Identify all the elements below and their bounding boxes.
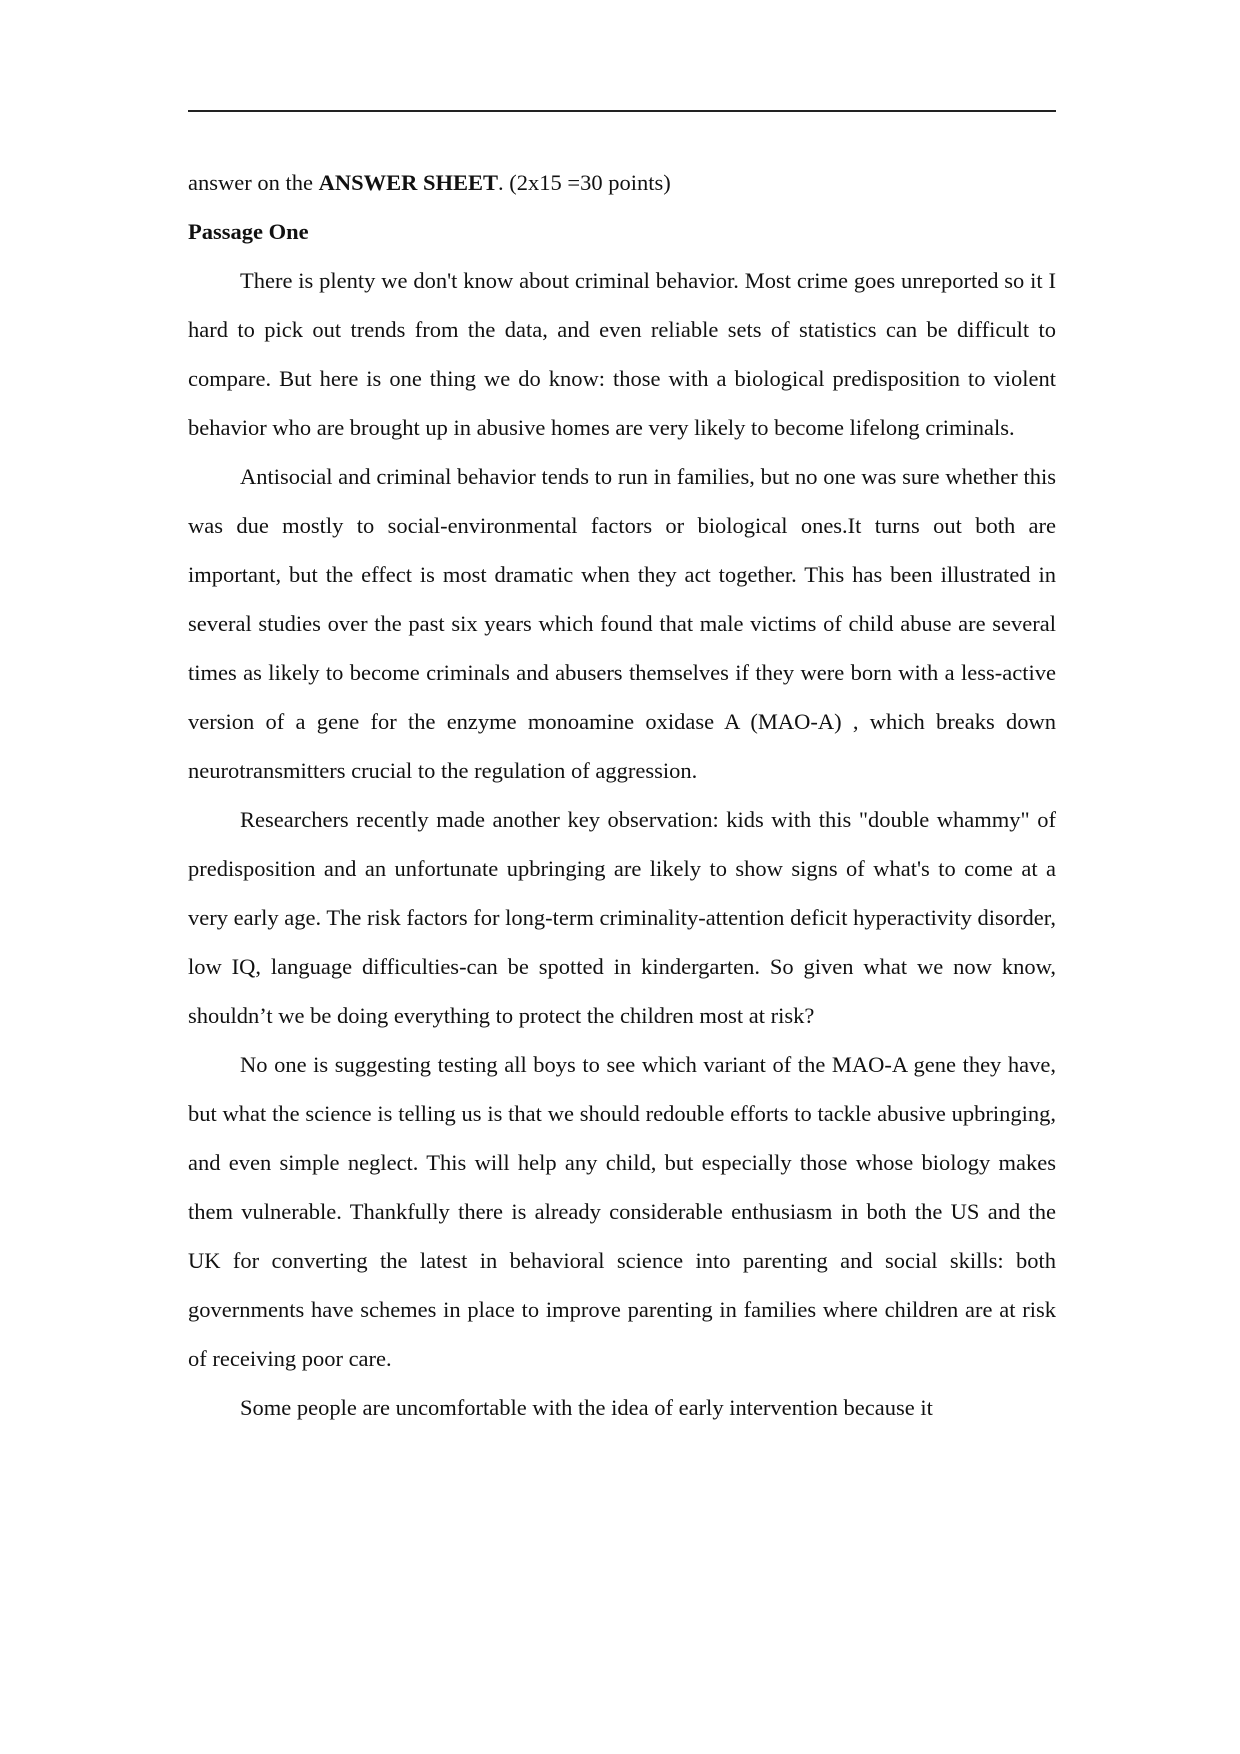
instruction-emphasis: ANSWER SHEET bbox=[318, 170, 499, 195]
paragraph-5: Some people are uncomfortable with the idea of early intervention because it bbox=[240, 1395, 933, 1420]
document-body bbox=[188, 158, 1056, 1432]
header-rule bbox=[188, 110, 1056, 112]
paragraph-1: There is plenty we don't know about criminal behavior. Most crime goes unreported so it I hard to pick out trends from the data, and even reliable sets of statistics can be difficult to compare. But here is one thing we do know: those with a biological predisposition to violent behavior who are brought up in abusive homes are very likely to become lifelong criminals. bbox=[188, 268, 1056, 440]
paragraph-4: No one is suggesting testing all boys to see which variant of the MAO-A gene they have, but what the science is telling us is that we should redouble efforts to tackle abusive upbringing, and even simple neglect. This will help any child, but especially those whose biology makes them vulnerable. Thankfully there is already considerable enthusiasm in both the US and the UK for converting the latest in behavioral science into parenting and social skills: both governments have schemes in place to improve parenting in families where children are at risk of receiving poor care. bbox=[188, 1052, 1056, 1371]
instruction-suffix: . (2x15 =30 points) bbox=[498, 170, 671, 195]
paragraph-3: Researchers recently made another key observation: kids with this "double whammy" of predisposition and an unfortunate upbringing are likely to show signs of what's to come at a very early age. The risk factors for long-term criminality-attention deficit hyperactivity disorder, low IQ, language difficulties-can be spotted in kindergarten. So given what we now know, shouldn’t we be doing everything to protect the children most at risk? bbox=[188, 807, 1056, 1028]
instruction-prefix: answer on the bbox=[188, 170, 319, 195]
passage-title: Passage One bbox=[188, 219, 309, 244]
instruction-line bbox=[188, 158, 1056, 207]
paragraph-2: Antisocial and criminal behavior tends to run in families, but no one was sure whether this was due mostly to social-environmental factors or biological ones.It turns out both are important, but the effect is most dramatic when they act together. This has been illustrated in several studies over the past six years which found that male victims of child abuse are several times as likely to become criminals and abusers themselves if they were born with a less-active version of a gene for the enzyme monoamine oxidase A (MAO-A) , which breaks down neurotransmitters crucial to the regulation of aggression. bbox=[188, 464, 1056, 783]
